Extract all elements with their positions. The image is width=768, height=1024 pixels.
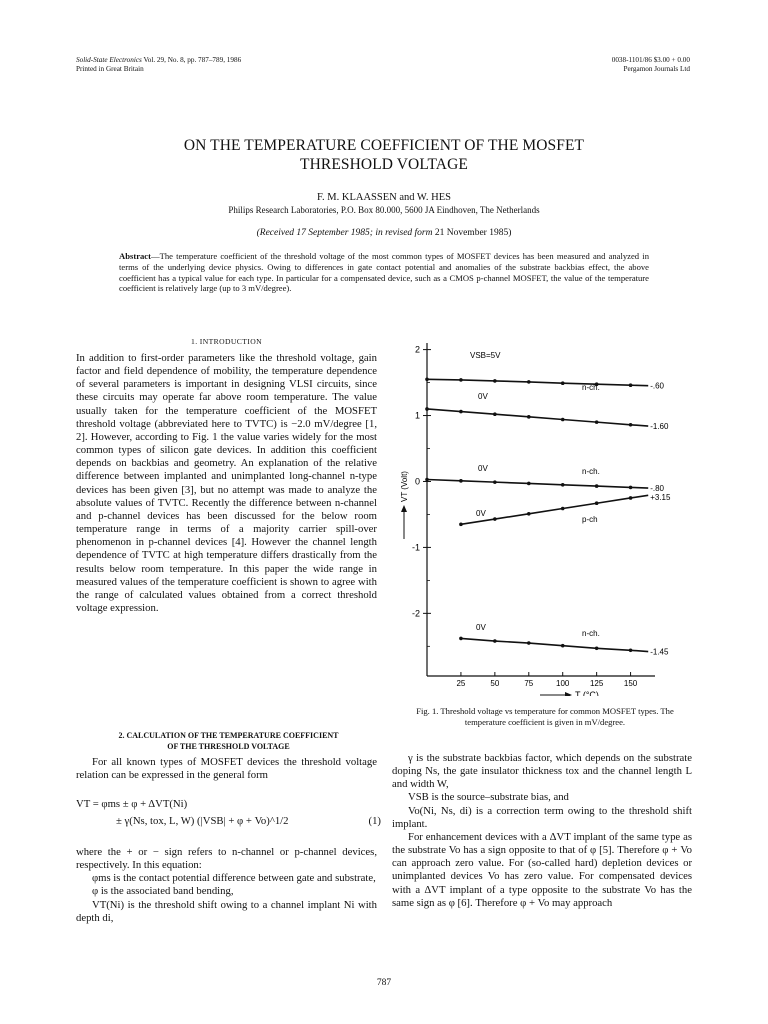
figure-1 [392, 336, 692, 696]
revised-label: in revised form [375, 228, 433, 238]
temperature-coefficient-label: -1.60 [650, 422, 669, 432]
device-type-label: n-ch. [582, 383, 600, 392]
y-tick-label: -2 [411, 608, 420, 619]
data-point [527, 641, 531, 645]
temperature-coefficient-label: -.60 [650, 381, 665, 391]
journal-header-left [76, 56, 241, 74]
data-point [561, 507, 565, 511]
temperature-coefficient-label: -1.45 [650, 647, 669, 657]
x-tick-label: 100 [556, 679, 570, 688]
enhancement-paragraph: For enhancement devices with a ΔVT implant of the same type as the substrate Vo has a sign opposite to that of φ [5]. Therefore φ + Vo can approach zero value. For (so-called hard) depletion devices or unimplanted devices Vo has zero value. For compensated devices with a ΔVT implant of a type opposite to the substrate Vo has the same sign as φ [6]. Therefore φ + Vo may approach [392, 830, 692, 909]
device-type-label: p-ch [582, 515, 598, 524]
title-line-1: ON THE TEMPERATURE COEFFICIENT OF THE MOSFET [183, 137, 585, 154]
gamma-definition: γ is the substrate backbias factor, which depends on the substrate doping Ns, the gate insulator thickness tox and the channel length L and width W, [392, 752, 692, 791]
x-axis-arrowhead [565, 692, 572, 696]
data-point [595, 420, 599, 424]
figure-caption: Fig. 1. Threshold voltage vs temperature for common MOSFET types. The temperature coefficient is given in mV/degree. [416, 706, 674, 727]
equation-1 [76, 796, 381, 830]
abstract [119, 251, 649, 294]
x-tick-label: 125 [589, 679, 604, 688]
abstract-text: —The temperature coefficient of the threshold voltage of the most common types of MOSFET devices has been measured and analyzed in terms of the underlying device physics. Owing to differences in gate contact potential and anomalies of the substrate backbias effect, the above coefficient has a typical value for each type. In particular for a compensated device, such as a CMOS p-channel MOSFET, the value of the temperature coefficient is relatively large (up to 3 mV/degree). [119, 251, 649, 294]
bias-label: 0V [478, 464, 488, 473]
volume-info: Vol. 29, No. 8, pp. 787–789, 1986 [143, 56, 242, 64]
data-point [561, 483, 565, 487]
bias-label: 0V [476, 509, 486, 518]
y-axis-label: VT (Volt) [400, 471, 409, 502]
section-2-heading-line-1: 2. CALCULATION OF THE TEMPERATURE COEFFICIENT [118, 731, 339, 740]
intro-paragraph: In addition to first-order parameters like the threshold voltage, gain factor and field dependence of mobility, the temperature dependence of several parameters is important in designing VLSI circuits, since these circuits may operate far above room temperature. The value usually taken for the temperature coefficient of the MOSFET threshold voltage (abbreviated here to TVTC) is −2.0 mV/degree [1, 2]. However, according to Fig. 1 the value varies widely for the most common types of silicon gate devices. In addition this coefficient depends on backbias and geometry. An explanation of the relative difference between implanted and unimplanted long-channel n-type devices has been given [3], but no attempt was made to analyze the absolute values of TVTC. Recently the difference between n-channel and p-channel devices has been discussed for the below room temperature range in terms of a majority carrier spill-over phenomenon in p-channel devices [4]. However the channel length dependence of TVTC at high temperature differs drastically from the results below room temperature. In this paper the wide range in measured values of the temperature coefficient is shown to agree with the range of calculated values obtained from a correct threshold voltage expression. [76, 352, 377, 614]
data-point [595, 484, 599, 488]
data-point [425, 377, 429, 381]
section-2-heading-line-2: OF THE THRESHOLD VOLTAGE [167, 742, 290, 751]
data-point [493, 412, 497, 416]
x-tick-label: 75 [524, 679, 534, 688]
page-number: 787 [376, 978, 392, 988]
section-1-text [76, 352, 377, 615]
data-point [527, 512, 531, 516]
section-2-intro [76, 756, 377, 782]
data-point [527, 415, 531, 419]
section-2-definitions [76, 846, 377, 925]
data-point [527, 482, 531, 486]
title-line-2: THRESHOLD VOLTAGE [300, 156, 468, 173]
data-point [629, 496, 633, 500]
bias-label: VSB=5V [470, 351, 501, 360]
data-point [629, 423, 633, 427]
publisher: Pergamon Journals Ltd [623, 65, 690, 73]
device-type-label: n-ch. [582, 629, 600, 638]
threshold-voltage-chart [392, 336, 692, 696]
section-2-heading [76, 730, 381, 752]
received-close: 21 November 1985) [432, 228, 512, 238]
data-point [527, 380, 531, 384]
received-open: (Received 17 September 1985; [256, 228, 376, 238]
definition-phi-ms: φms is the contact potential difference between gate and substrate, [92, 872, 376, 885]
journal-header-right [612, 56, 690, 74]
data-point [493, 379, 497, 383]
definition-phi: φ is the associated band bending, [92, 885, 234, 898]
data-point [629, 648, 633, 652]
data-point [459, 410, 463, 414]
y-axis-arrowhead [401, 505, 407, 512]
data-point [595, 501, 599, 505]
data-point [561, 644, 565, 648]
y-tick-label: 2 [414, 344, 420, 355]
x-tick-label: 50 [490, 679, 500, 688]
paper-title [0, 136, 768, 174]
bias-label: 0V [478, 392, 488, 401]
equation-line-2: ± γ(Ns, tox, L, W) (|VSB| + φ + Vo)^1/2 [116, 815, 289, 827]
data-point [459, 479, 463, 483]
vo-definition: Vo(Ni, Ns, di) is a correction term owing to the threshold shift implant. [392, 804, 692, 830]
data-point [629, 486, 633, 490]
after-equation-text: where the + or − sign refers to n-channel or p-channel devices, respectively. In this equation: [76, 846, 377, 872]
data-point [561, 381, 565, 385]
data-point [425, 478, 429, 482]
temperature-coefficient-label: -.80 [650, 484, 665, 494]
data-point [595, 647, 599, 651]
x-tick-label: 150 [623, 679, 638, 688]
received-dates [0, 228, 768, 239]
x-tick-label: 25 [456, 679, 466, 688]
y-tick-label: 0 [414, 476, 420, 487]
data-point [459, 523, 463, 527]
y-tick-label: 1 [414, 410, 420, 421]
series-line [461, 638, 648, 651]
data-point [493, 639, 497, 643]
definition-vt-ni: VT(Ni) is the threshold shift owing to a channel implant Ni with depth di, [76, 898, 377, 924]
affiliation: Philips Research Laboratories, P.O. Box 80.000, 5600 JA Eindhoven, The Netherlands [228, 205, 540, 215]
column-2-text [392, 752, 692, 910]
printed-in: Printed in Great Britain [76, 65, 144, 73]
section-1-heading: 1. INTRODUCTION [191, 337, 262, 346]
data-point [493, 480, 497, 484]
bias-label: 0V [476, 623, 486, 632]
data-point [425, 407, 429, 411]
device-type-label: n-ch. [582, 467, 600, 476]
vsb-definition: VSB is the source–substrate bias, and [408, 791, 569, 804]
equation-line-1: VT = φms ± φ + ΔVT(Ni) [76, 798, 188, 810]
data-point [561, 418, 565, 422]
y-tick-label: -1 [411, 542, 420, 553]
data-point [629, 383, 633, 387]
series-line [461, 495, 648, 524]
section-2-intro-paragraph: For all known types of MOSFET devices the threshold voltage relation can be expressed in the general form [76, 756, 377, 782]
temperature-coefficient-label: +3.15 [650, 493, 671, 503]
data-point [459, 378, 463, 382]
authors: F. M. KLAASSEN and W. HES [317, 192, 451, 203]
equation-number: (1) [368, 815, 381, 827]
article-code: 0038-1101/86 $3.00 + 0.00 [611, 56, 690, 64]
journal-name: Solid-State Electronics [76, 56, 142, 64]
data-point [493, 517, 497, 521]
x-axis-label: T (°C) [575, 690, 599, 696]
data-point [459, 637, 463, 641]
abstract-label: Abstract [119, 251, 151, 261]
